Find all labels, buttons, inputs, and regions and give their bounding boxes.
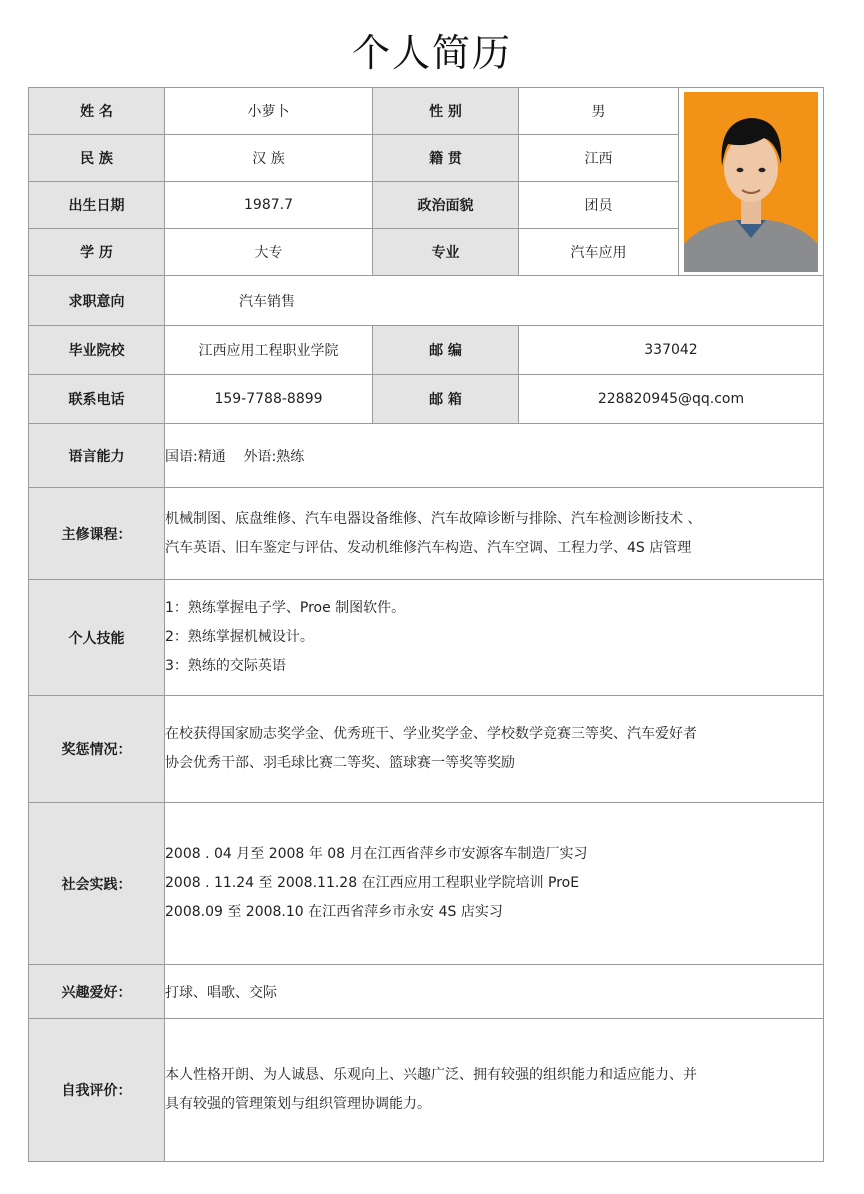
skills-line: 3：熟练的交际英语 (165, 658, 286, 674)
awards-line: 协会优秀干部、羽毛球比赛二等奖、篮球赛一等奖等奖励 (165, 755, 515, 771)
photo-cell (679, 88, 824, 276)
language-value: 国语:精通 外语:熟练 (165, 424, 824, 488)
courses-value (165, 488, 824, 580)
awards-line: 在校获得国家励志奖学金、优秀班干、学业奖学金、学校数学竞赛三等奖、汽车爱好者 (165, 726, 697, 742)
practice-line: 2008 . 04 月至 2008 年 08 月在江西省萍乡市安源客车制造厂实习 (165, 846, 588, 862)
ethnicity-value: 汉 族 (165, 135, 373, 182)
native-value: 江西 (519, 135, 679, 182)
school-label: 毕业院校 (29, 326, 165, 375)
birth-value: 1987.7 (165, 182, 373, 229)
objective-label: 求职意向 (29, 276, 165, 326)
skills-line: 1：熟练掌握电子学、Proe 制图软件。 (165, 600, 406, 616)
resume-table (28, 87, 824, 1162)
name-label: 姓 名 (29, 88, 165, 135)
phone-label: 联系电话 (29, 375, 165, 424)
language-label: 语言能力 (29, 424, 165, 488)
education-label: 学 历 (29, 229, 165, 276)
courses-line: 机械制图、底盘维修、汽车电器设备维修、汽车故障诊断与排除、汽车检测诊断技术 、 (165, 510, 702, 527)
self-eval-line: 具有较强的管理策划与组织管理协调能力。 (165, 1096, 431, 1112)
skills-value (165, 580, 824, 696)
objective-value: 汽车销售 (165, 276, 824, 326)
native-label: 籍 贯 (373, 135, 519, 182)
email-label: 邮 箱 (373, 375, 519, 424)
major-label: 专业 (373, 229, 519, 276)
hobbies-label: 兴趣爱好： (29, 965, 165, 1019)
name-value: 小萝卜 (165, 88, 373, 135)
self-eval-value (165, 1019, 824, 1162)
education-value: 大专 (165, 229, 373, 276)
awards-label: 奖惩情况： (29, 696, 165, 803)
practice-value (165, 803, 824, 965)
email-value: 228820945@qq.com (519, 375, 824, 424)
school-value: 江西应用工程职业学院 (165, 326, 373, 375)
zip-label: 邮 编 (373, 326, 519, 375)
practice-line: 2008 . 11.24 至 2008.11.28 在江西应用工程职业学院培训 ProE (165, 875, 580, 891)
awards-value (165, 696, 824, 803)
portrait-photo (684, 92, 818, 272)
skills-label: 个人技能 (29, 580, 165, 696)
gender-label: 性 别 (373, 88, 519, 135)
resume-title: 个人简历 (351, 31, 512, 75)
hobbies-value: 打球、唱歌、交际 (165, 965, 824, 1019)
self-eval-line: 本人性格开朗、为人诚恳、乐观向上、兴趣广泛、拥有较强的组织能力和适应能力、并 (165, 1067, 697, 1083)
courses-line: 汽车英语、旧车鉴定与评估、发动机维修汽车构造、汽车空调、工程力学、4S 店管理 (165, 539, 692, 556)
political-value: 团员 (519, 182, 679, 229)
practice-line: 2008.09 至 2008.10 在江西省萍乡市永安 4S 店实习 (165, 904, 503, 920)
ethnicity-label: 民 族 (29, 135, 165, 182)
phone-value: 159-7788-8899 (165, 375, 373, 424)
birth-label: 出生日期 (29, 182, 165, 229)
practice-label: 社会实践： (29, 803, 165, 965)
major-value: 汽车应用 (519, 229, 679, 276)
gender-value: 男 (519, 88, 679, 135)
political-label: 政治面貌 (373, 182, 519, 229)
courses-label: 主修课程： (29, 488, 165, 580)
zip-value: 337042 (519, 326, 824, 375)
self-eval-label: 自我评价： (29, 1019, 165, 1162)
skills-line: 2：熟练掌握机械设计。 (165, 629, 314, 645)
